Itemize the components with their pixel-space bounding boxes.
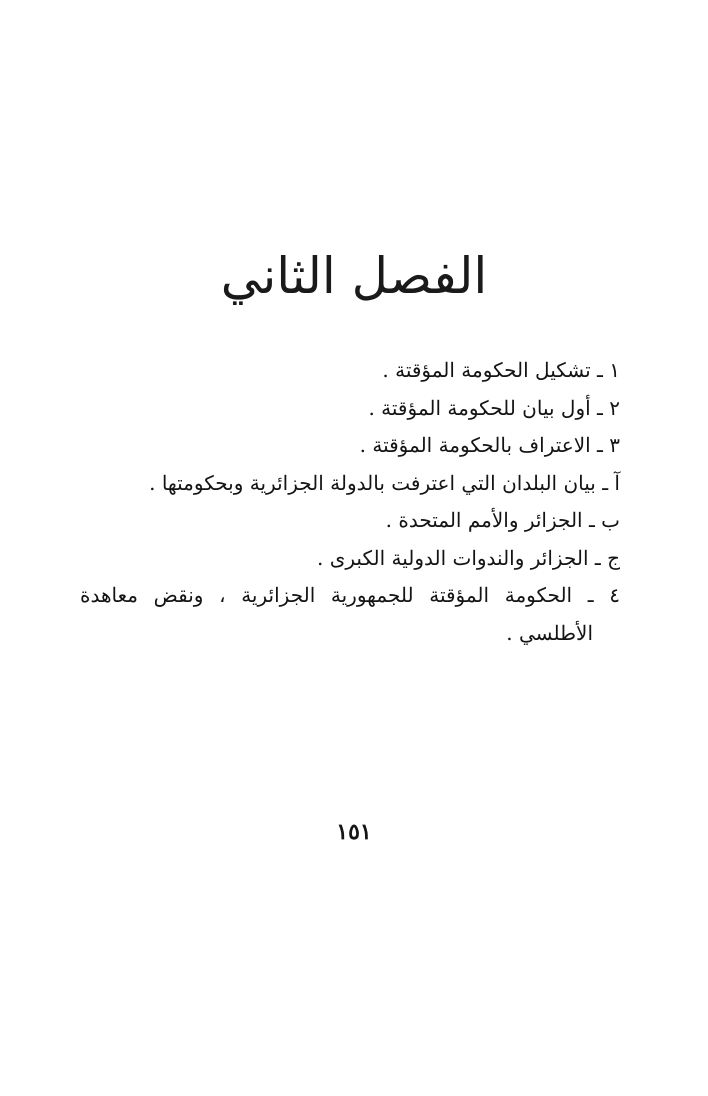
- page-number: ١٥١: [336, 819, 372, 845]
- toc-subitem-b: ب ـ الجزائر والأمم المتحدة .: [385, 508, 620, 532]
- toc-item-4-continuation: الأطلسي .: [506, 620, 593, 645]
- toc-item-2: ٢ ـ أول بيان للحكومة المؤقتة .: [368, 395, 620, 420]
- toc-subitem-a: آ ـ بيان البلدان التي اعترفت بالدولة الجزائرية وبحكومتها .: [149, 470, 620, 495]
- toc-item-3: ٣ ـ الاعتراف بالحكومة المؤقتة .: [359, 433, 620, 457]
- chapter-title: الفصل الثاني: [220, 247, 488, 305]
- chapter-contents-list: [80, 352, 620, 652]
- toc-item-1: ١ ـ تشكيل الحكومة المؤقتة .: [382, 358, 620, 382]
- toc-subitem-c: ج ـ الجزائر والندوات الدولية الكبرى .: [317, 545, 620, 570]
- toc-item-4: ٤ ـ الحكومة المؤقتة للجمهورية الجزائرية ، ونقض معاهدة: [80, 583, 620, 607]
